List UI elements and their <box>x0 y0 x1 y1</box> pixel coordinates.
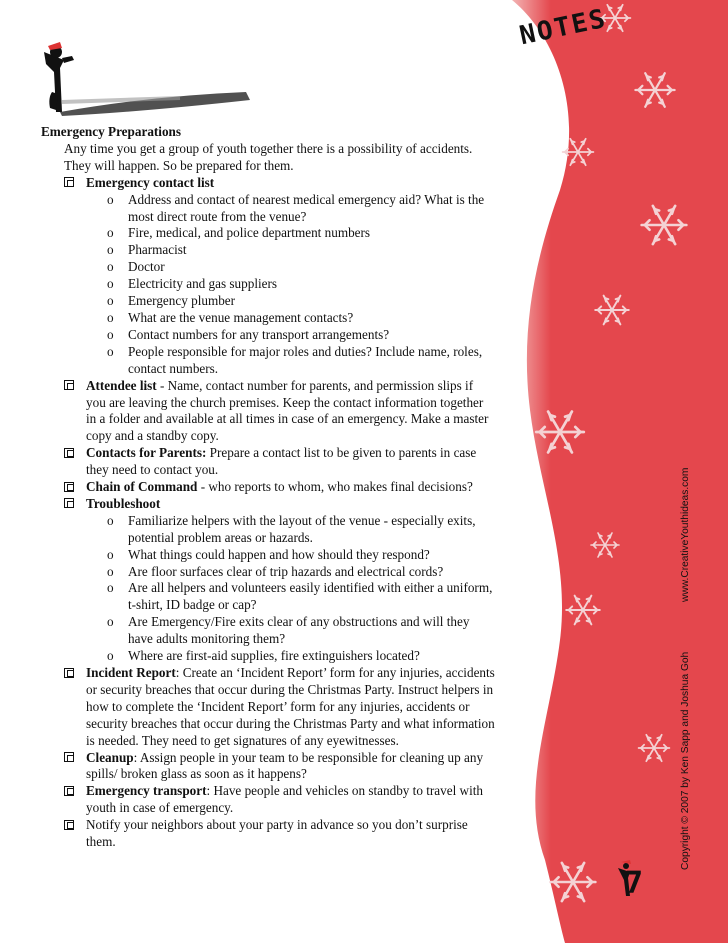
bullet-icon: o <box>107 276 114 292</box>
bullet-icon: o <box>107 648 114 664</box>
notes-title: NOTES <box>517 3 610 52</box>
checklist-item-attendee-list: Attendee list - Name, contact number for parents, and permission slips if you are leaving the church premises. Keep the contact information together in a folder and available at all times in case of an emergency. Make a master copy and a standby copy. <box>41 378 496 446</box>
checkbox-icon <box>64 498 74 508</box>
bullet-icon: o <box>107 242 114 258</box>
list-item: o Fire, medical, and police department numbers <box>107 225 371 241</box>
page-number: 7 <box>625 866 644 901</box>
checkbox-icon <box>64 786 74 796</box>
checkbox-icon <box>64 752 74 762</box>
list-item: o Are floor surfaces clear of trip hazards and electrical cords? <box>107 563 444 579</box>
checklist-item-chain-of-command: Chain of Command - who reports to whom, who makes final decisions? <box>41 479 496 496</box>
bullet-icon: o <box>107 580 114 596</box>
section-heading: Emergency Preparations <box>41 124 182 139</box>
bullet-icon: o <box>107 309 114 325</box>
bullet-icon: o <box>107 614 114 630</box>
list-item: o Electricity and gas suppliers <box>107 276 278 292</box>
bullet-icon: o <box>107 343 114 359</box>
list-item: o Contact numbers for any transport arrangements? <box>107 326 390 342</box>
checklist-item-emergency-contact-list: Emergency contact list <box>41 175 496 192</box>
checkbox-icon <box>64 448 74 458</box>
bullet-icon: o <box>107 546 114 562</box>
red-ribbon <box>512 0 728 943</box>
list-item: o Are Emergency/Fire exits clear of any obstructions and will they have adults monitoring them? <box>107 614 470 647</box>
checklist-item-cleanup: Cleanup: Assign people in your team to be responsible for cleaning up any spills/ broken glass as soon as it happens? <box>41 750 496 784</box>
list-item: o What things could happen and how should they respond? <box>107 546 430 562</box>
bullet-icon: o <box>107 225 114 241</box>
list-item: o Doctor <box>107 259 165 275</box>
list-item: o Familiarize helpers with the layout of the venue - especially exits, potential problem areas or hazards. <box>107 512 476 545</box>
checklist-item-incident-report: Incident Report: Create an ‘Incident Report’ form for any injuries, accidents or security breaches that occur during the Christmas Party. Instruct helpers in how to complete the ‘Incident Report’ form for any injuries, accidents or security breaches that occur during the Christmas Party and what information is needed. They need to get signatures of any eyewitnesses. <box>41 665 496 750</box>
bullet-icon: o <box>107 293 114 309</box>
list-item: o Address and contact of nearest medical emergency aid? What is the most direct route from the venue? <box>107 191 485 224</box>
bullet-icon: o <box>107 259 114 275</box>
list-item: o Where are first-aid supplies, fire extinguishers located? <box>107 648 420 664</box>
document-body <box>41 124 496 851</box>
list-item: o Emergency plumber <box>107 293 236 309</box>
intro-paragraph: Any time you get a group of youth together there is a possibility of accidents. They will happen. So be prepared for them. <box>64 140 473 173</box>
copyright-footer: Copyright © 2007 by Ken Sapp and Joshua Goh <box>680 651 691 870</box>
checklist-item-troubleshoot: Troubleshoot <box>41 496 496 513</box>
list-item: o Pharmacist <box>107 242 187 258</box>
list-item: o What are the venue management contacts? <box>107 309 354 325</box>
website-footer: www.CreativeYouthideas.com <box>680 467 691 602</box>
bullet-icon: o <box>107 191 114 207</box>
bullet-icon: o <box>107 563 114 579</box>
checkbox-icon <box>64 380 74 390</box>
checklist-item-notify-neighbors: Notify your neighbors about your party in advance so you don’t surprise them. <box>41 817 496 851</box>
checkbox-icon <box>64 482 74 492</box>
checkbox-icon <box>64 820 74 830</box>
checklist-item-contacts-for-parents: Contacts for Parents: Prepare a contact list to be given to parents in case they need to contact you. <box>41 445 496 479</box>
list-item: o People responsible for major roles and duties? Include name, roles, contact numbers. <box>107 343 483 376</box>
brush-stroke <box>60 92 250 116</box>
checkbox-icon <box>64 177 74 187</box>
list-item: o Are all helpers and volunteers easily identified with either a uniform, t-shirt, ID badge or cap? <box>107 580 493 613</box>
checkbox-icon <box>64 668 74 678</box>
bullet-icon: o <box>107 326 114 342</box>
bullet-icon: o <box>107 512 114 528</box>
checklist-item-emergency-transport: Emergency transport: Have people and vehicles on standby to travel with youth in case of emergency. <box>41 783 496 817</box>
